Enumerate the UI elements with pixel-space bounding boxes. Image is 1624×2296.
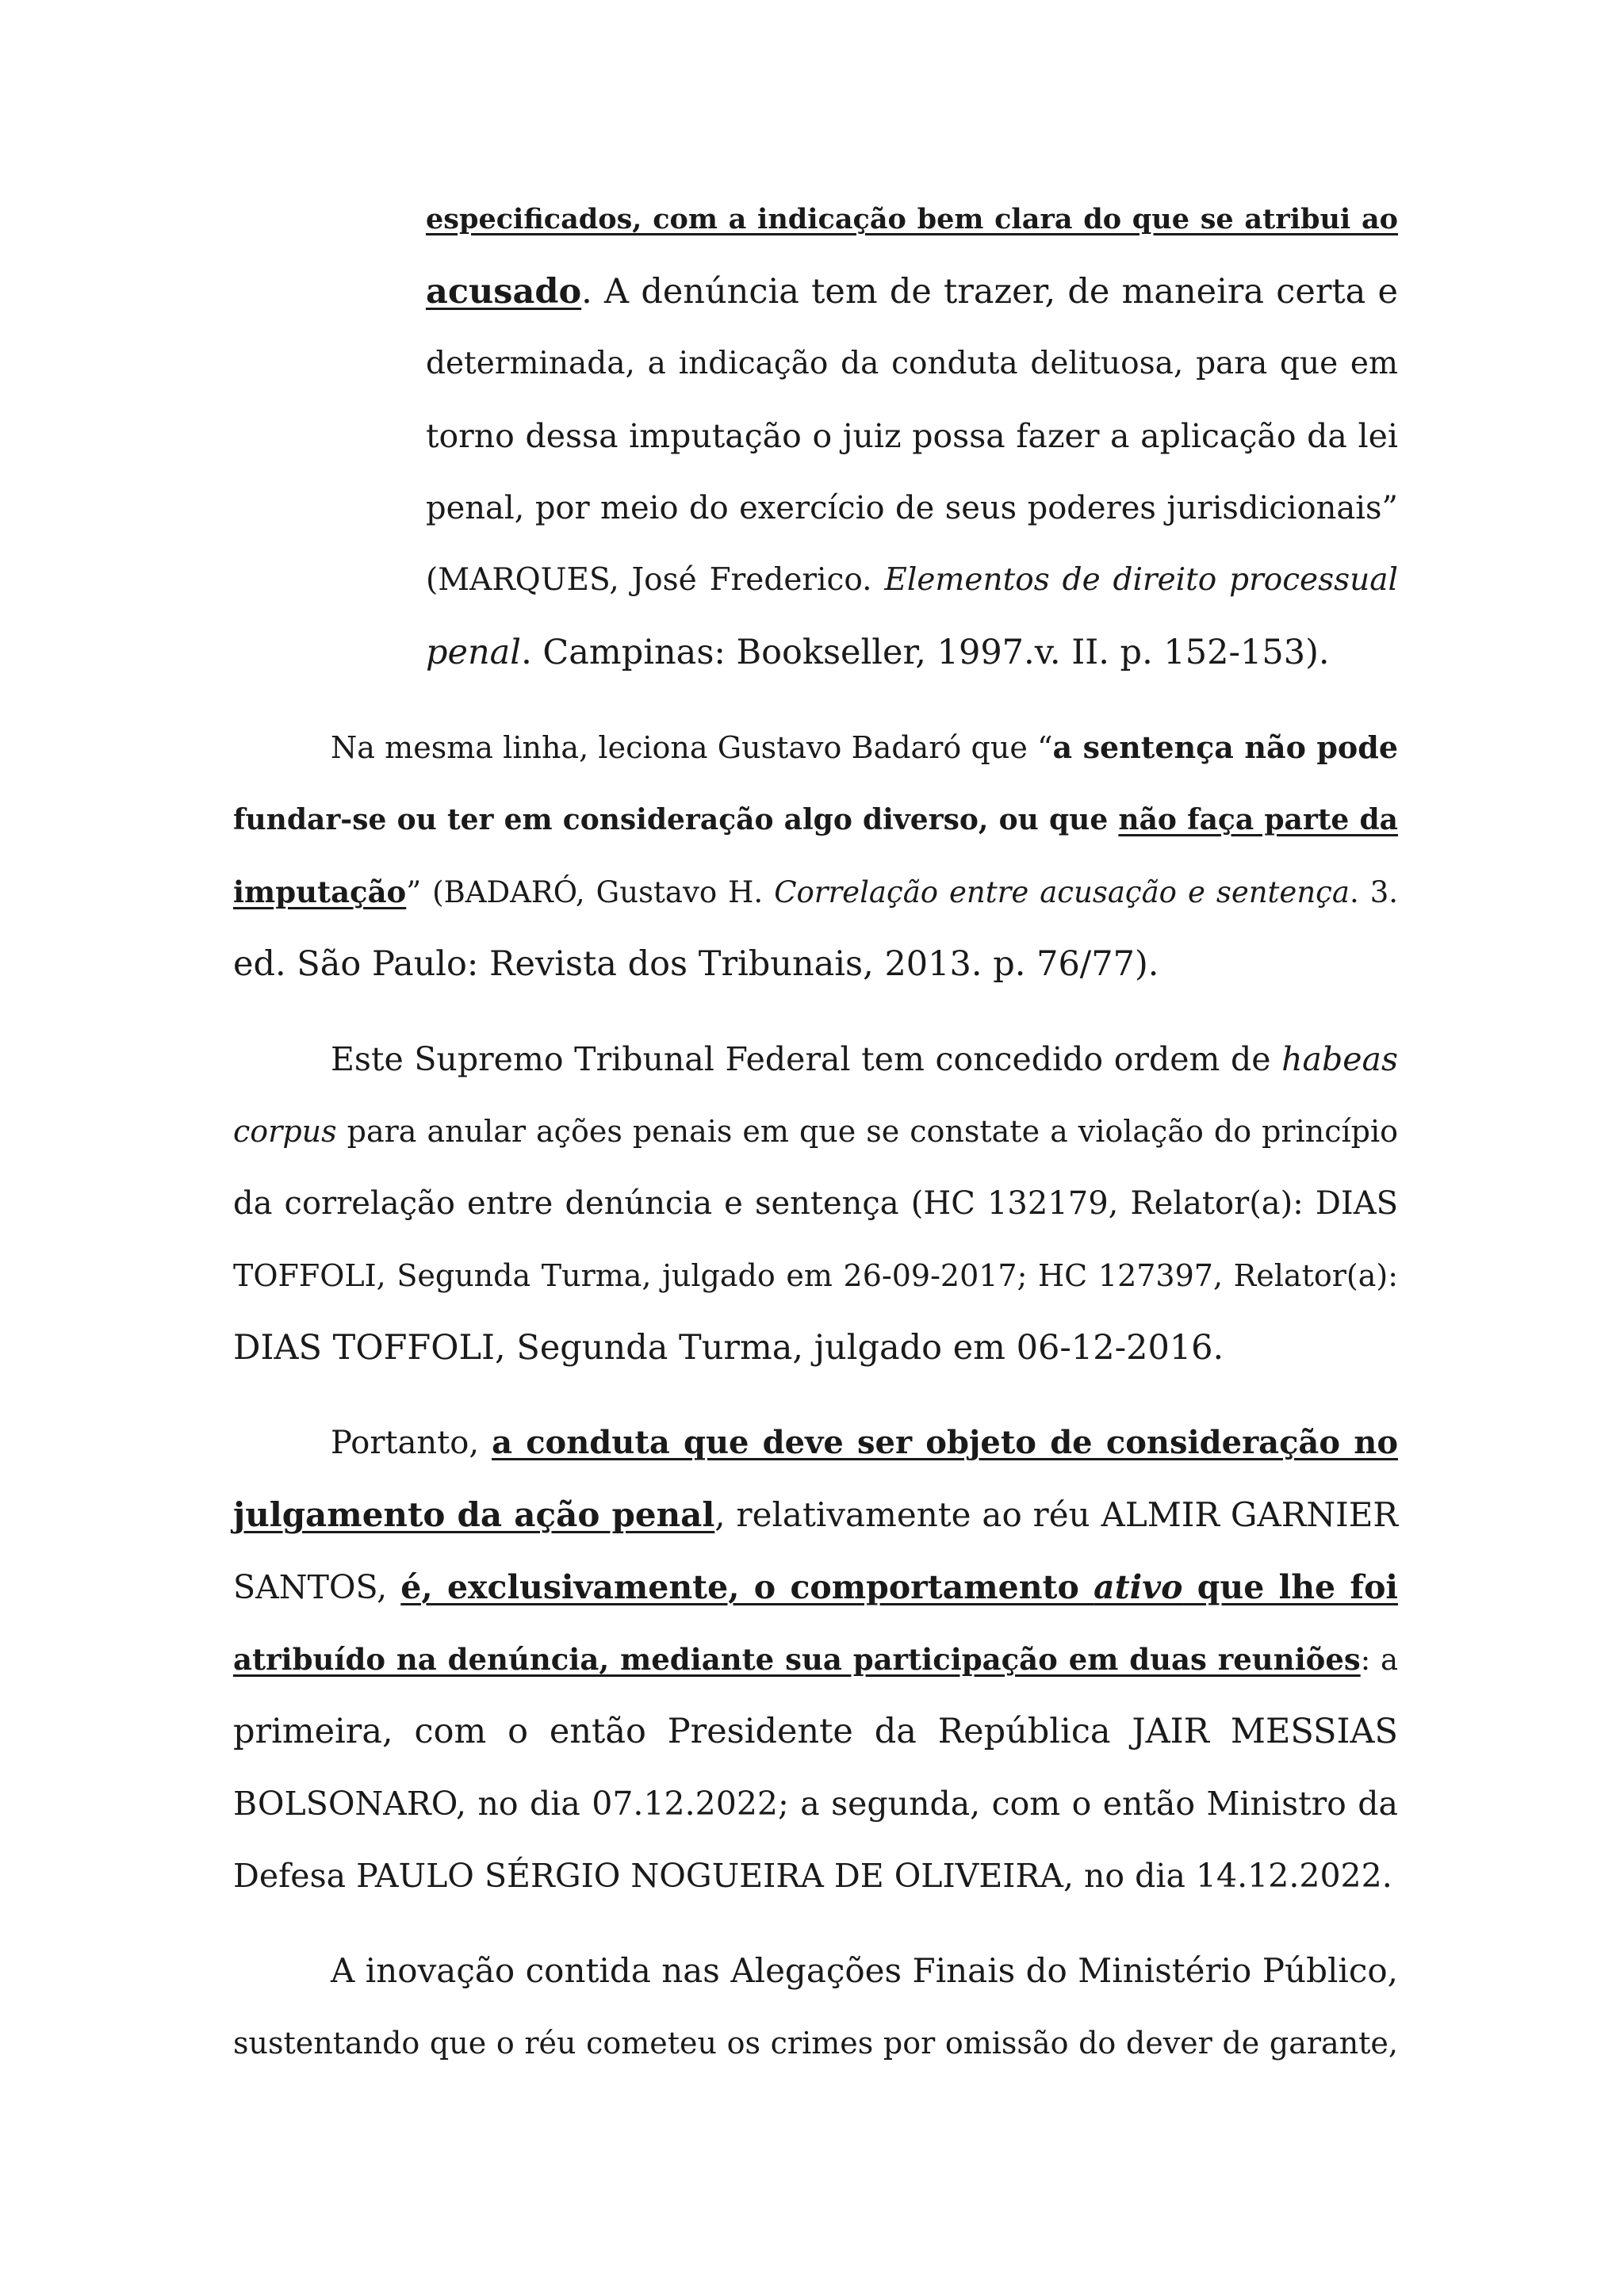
quote-line-4: torno dessa imputação o juiz possa fazer a aplicação da lei (426, 417, 1398, 455)
badaro-line-3: imputação” (BADARÓ, Gustavo H. Correlação entre acusação e sentença. 3. (233, 874, 1399, 909)
portanto-line-4: atribuído na denúncia, mediante sua participação em duas reuniões: a (233, 1642, 1398, 1677)
inovacao-line-2: sustentando que o réu cometeu os crimes por omissão do dever de garante, (233, 2026, 1398, 2061)
quote-line-2: acusado. A denúncia tem de trazer, de maneira certa e (426, 272, 1398, 312)
portanto-line-3: SANTOS, é, exclusivamente, o comportamento ativo que lhe foi (233, 1568, 1398, 1606)
portanto-line-7: Defesa PAULO SÉRGIO NOGUEIRA DE OLIVEIRA, no dia 14.12.2022. (233, 1857, 1392, 1895)
portanto-line-6: BOLSONARO, no dia 07.12.2022; a segunda, com o então Ministro da (233, 1785, 1398, 1823)
book-title: penal (426, 633, 522, 672)
quote-line-3: determinada, a indicação da conduta delituosa, para que em (426, 346, 1398, 381)
book-title: Elementos de direito processual (884, 562, 1398, 598)
emphasis-text: acusado (426, 272, 582, 312)
badaro-line-1: Na mesma linha, leciona Gustavo Badaró que “a sentença não pode (331, 729, 1398, 765)
quote-line-6: (MARQUES, José Frederico. Elementos de direito processual (426, 562, 1398, 598)
badaro-line-4: ed. São Paulo: Revista dos Tribunais, 2013. p. 76/77). (233, 944, 1159, 984)
stf-line-3: da correlação entre denúncia e sentença (HC 132179, Relator(a): DIAS (233, 1185, 1398, 1222)
inovacao-line-1: A inovação contida nas Alegações Finais do Ministério Público, (331, 1951, 1398, 1990)
portanto-line-5: primeira, com o então Presidente da República JAIR MESSIAS (233, 1712, 1398, 1751)
stf-line-5: DIAS TOFFOLI, Segunda Turma, julgado em 06-12-2016. (233, 1328, 1224, 1368)
quote-line-1 (426, 196, 1398, 243)
emphasis-text: especificados, com a indicação bem clara do que se atribui ao (426, 203, 1398, 235)
quote-line-5: penal, por meio do exercício de seus poderes jurisdicionais” (426, 490, 1398, 526)
quote-line-7: penal. Campinas: Bookseller, 1997.v. II. p. 152-153). (426, 633, 1330, 672)
stf-line-2: corpus para anular ações penais em que se constate a violação do princípio (233, 1114, 1398, 1149)
stf-line-1: Este Supremo Tribunal Federal tem concedido ordem de habeas (331, 1040, 1398, 1078)
portanto-line-1: Portanto, a conduta que deve ser objeto de consideração no (331, 1424, 1399, 1461)
portanto-line-2: julgamento da ação penal, relativamente ao réu ALMIR GARNIER (233, 1495, 1398, 1534)
book-title: Correlação entre acusação e sentença (774, 875, 1350, 909)
badaro-line-2: fundar-se ou ter em consideração algo diverso, ou que não faça parte da (233, 803, 1398, 836)
stf-line-4: TOFFOLI, Segunda Turma, julgado em 26-09-2017; HC 127397, Relator(a): (233, 1258, 1398, 1293)
